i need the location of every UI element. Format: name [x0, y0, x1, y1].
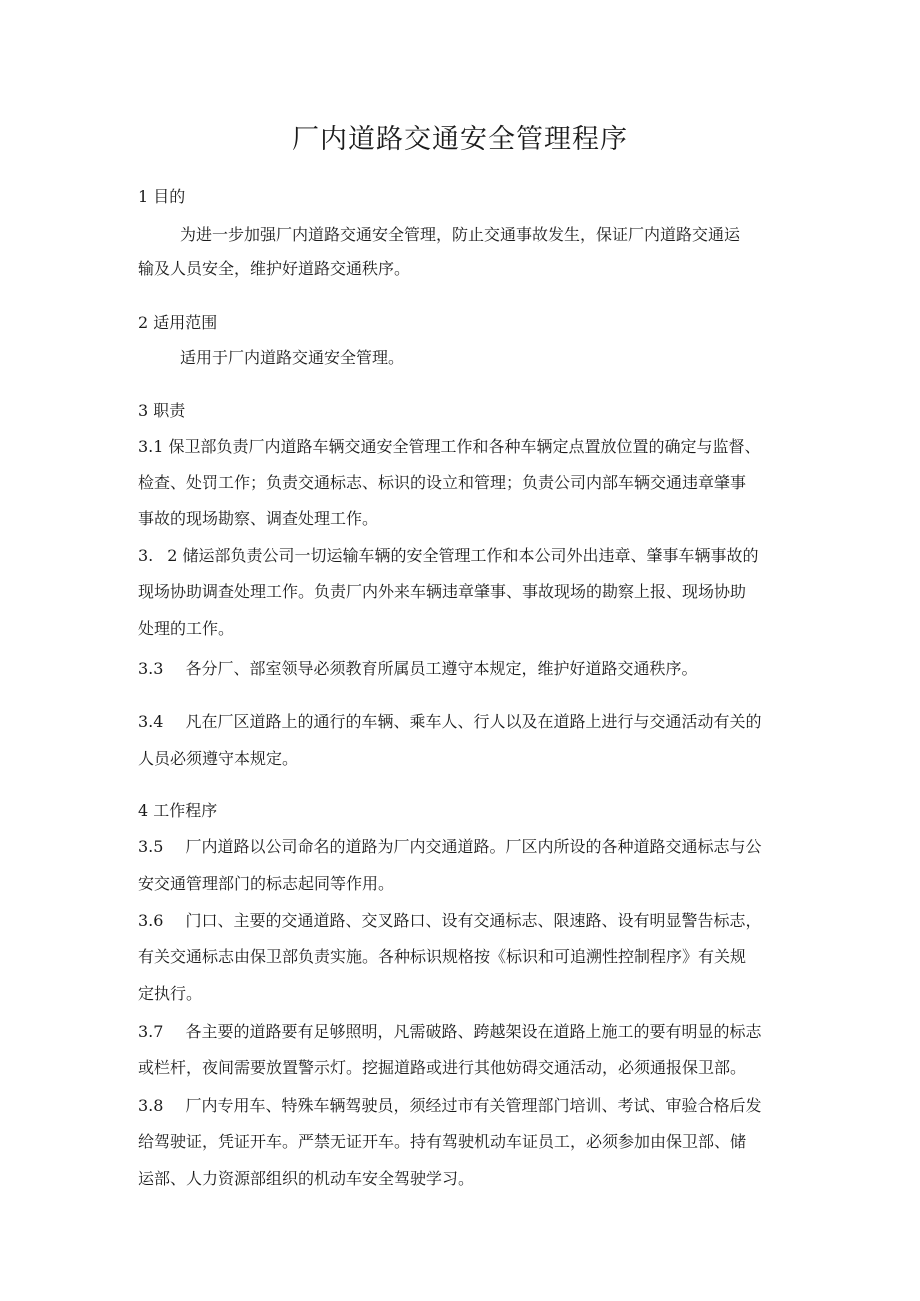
item-3-8-line-2: 给驾驶证，凭证开车。严禁无证开车。持有驾驶机动车证员工，必须参加由保卫部、储 [138, 1132, 747, 1151]
item-3-1-line-3: 事故的现场勘察、调查处理工作。 [138, 509, 379, 528]
item-3-5-line-2: 安交通管理部门的标志起同等作用。 [138, 874, 395, 893]
document-title: 厂内道路交通安全管理程序 [292, 124, 628, 155]
item-3-2-line-1 [138, 545, 788, 567]
section-3-heading: 3 职责 [138, 401, 186, 420]
item-3-6-line-1 [138, 910, 788, 932]
item-3-7-line-2: 或栏杆，夜间需要放置警示灯。挖掘道路或进行其他妨碍交通活动，必须通报保卫部。 [138, 1058, 747, 1077]
item-3-1-line-1: 3.1 保卫部负责厂内道路车辆交通安全管理工作和各种车辆定点置放位置的确定与监督、 [138, 437, 761, 456]
section-1-heading: 1 目的 [138, 187, 186, 206]
section-2-heading: 2 适用范围 [138, 313, 218, 332]
item-3-6-text: 门口、主要的交通道路、交叉路口、设有交通标志、限速路、设有明显警告标志， [185, 911, 762, 930]
item-3-4-line-2: 人员必须遵守本规定。 [138, 749, 299, 768]
item-3-3-number: 3.3 [138, 659, 164, 678]
item-3-7-line-1 [138, 1021, 788, 1043]
item-3-6-line-3: 定执行。 [138, 984, 203, 1003]
item-3-7-number: 3.7 [138, 1022, 164, 1041]
section-1-text-line-2: 输及人员安全，维护好道路交通秩序。 [138, 259, 411, 278]
section-4-heading: 4 工作程序 [138, 801, 218, 820]
item-3-5-number: 3.5 [138, 837, 164, 856]
item-3-2-line-2: 现场协助调查处理工作。负责厂内外来车辆违章肇事、事故现场的勘察上报、现场协助 [138, 582, 747, 601]
section-2-text-line-1: 适用于厂内道路交通安全管理。 [180, 348, 405, 367]
item-3-4-line-1 [138, 711, 788, 733]
item-3-3-line-1 [138, 658, 788, 680]
item-3-8-text: 厂内专用车、特殊车辆驾驶员，须经过市有关管理部门培训、考试、审验合格后发 [185, 1096, 762, 1115]
item-3-8-number: 3.8 [138, 1096, 164, 1115]
item-3-2-number: 3. [138, 546, 154, 565]
item-3-6-number: 3.6 [138, 911, 164, 930]
item-3-6-line-2: 有关交通标志由保卫部负责实施。各种标识规格按《标识和可追溯性控制程序》有关规 [138, 947, 747, 966]
section-1-text-line-1: 为进一步加强厂内道路交通安全管理，防止交通事故发生，保证厂内道路交通运 [180, 225, 741, 244]
item-3-8-line-1 [138, 1095, 788, 1117]
item-3-7-text: 各主要的道路要有足够照明，凡需破路、跨越架设在道路上施工的要有明显的标志 [185, 1022, 762, 1041]
item-3-1-line-2: 检查、处罚工作；负责交通标志、标识的设立和管理；负责公司内部车辆交通违章肇事 [138, 473, 747, 492]
item-3-8-line-3: 运部、人力资源部组织的机动车安全驾驶学习。 [138, 1169, 475, 1188]
item-3-5-text: 厂内道路以公司命名的道路为厂内交通道路。厂区内所设的各种道路交通标志与公 [185, 837, 762, 856]
item-3-2-text: 2 储运部负责公司一切运输车辆的安全管理工作和本公司外出违章、肇事车辆事故的 [167, 546, 759, 565]
item-3-5-line-1 [138, 836, 788, 858]
item-3-3-text: 各分厂、部室领导必须教育所属员工遵守本规定，维护好道路交通秩序。 [185, 659, 698, 678]
item-3-4-number: 3.4 [138, 712, 164, 731]
item-3-2-line-3: 处理的工作。 [138, 619, 235, 638]
item-3-4-text: 凡在厂区道路上的通行的车辆、乘车人、行人以及在道路上进行与交通活动有关的 [185, 712, 762, 731]
